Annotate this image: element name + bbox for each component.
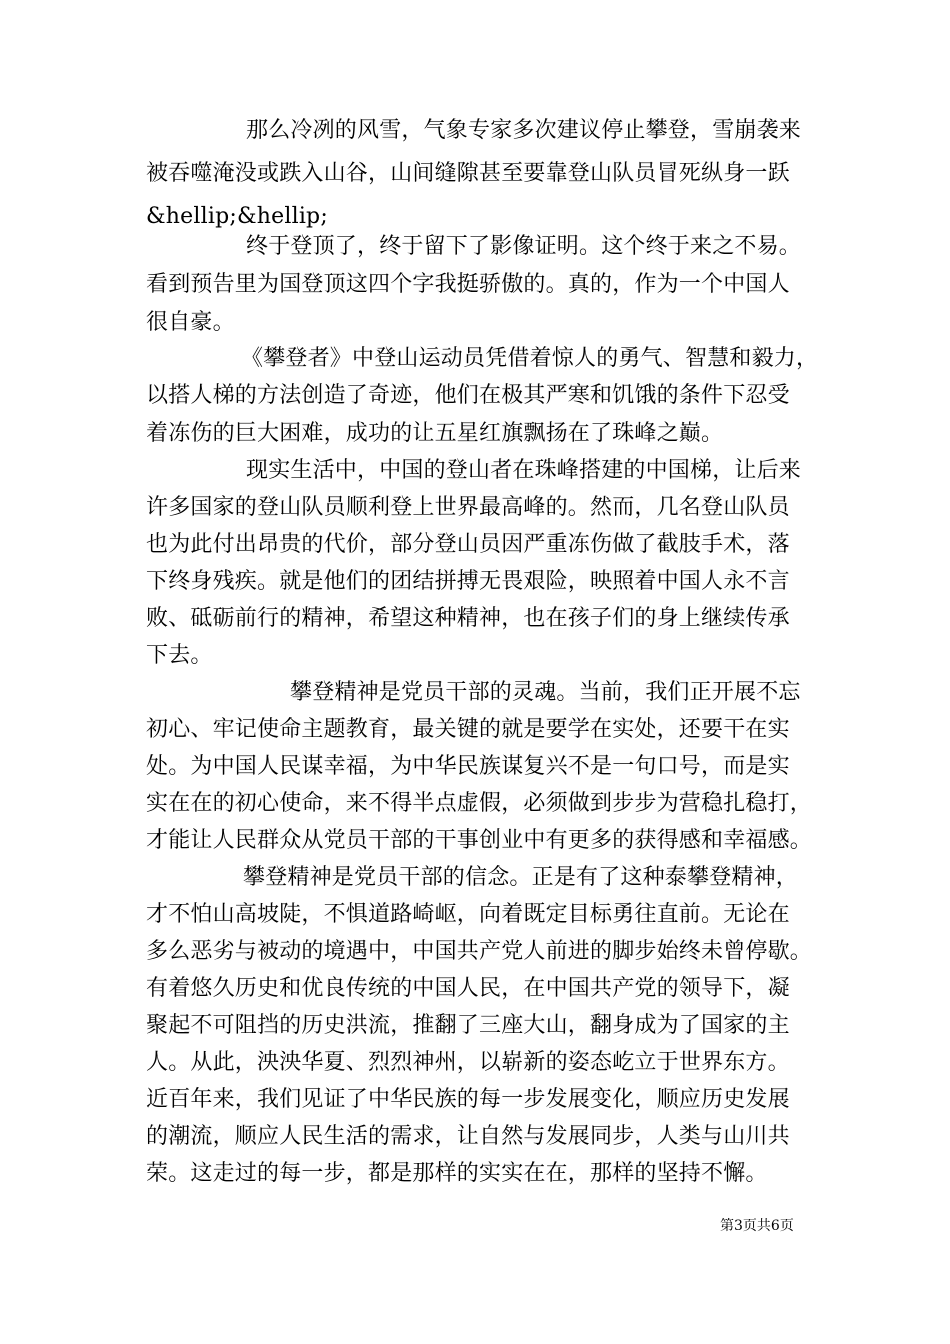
text-line: 看到预告里为国登顶这四个字我挺骄傲的。真的，作为一个中国人 — [146, 272, 790, 297]
text-line: 荣。这走过的每一步，都是那样的实实在在，那样的坚持不懈。 — [146, 1161, 768, 1186]
text-line: 初心、牢记使命主题教育，最关键的就是要学在实处，还要干在实 — [146, 717, 790, 742]
text-line: 实在在的初心使命，来不得半点虚假，必须做到步步为营稳扎稳打， — [146, 791, 813, 816]
text-line: 有着悠久历史和优良传统的中国人民，在中国共产党的领导下，凝 — [146, 976, 790, 1001]
text-line: 才能让人民群众从党员干部的干事创业中有更多的获得感和幸福感。 — [146, 828, 813, 853]
page-number-label: 第3页共6页 — [720, 1218, 794, 1234]
text-line: 终于登顶了，终于留下了影像证明。这个终于来之不易。 — [246, 234, 802, 259]
text-line: 下去。 — [146, 643, 213, 668]
text-line: 败、砥砺前行的精神，希望这种精神，也在孩子们的身上继续传承 — [146, 606, 790, 631]
text-line: 也为此付出昂贵的代价，部分登山员因严重冻伤做了截肢手术，落 — [146, 532, 790, 557]
text-line: 以搭人梯的方法创造了奇迹，他们在极其严寒和饥饿的条件下忍受 — [146, 383, 790, 408]
text-line: 人。从此，泱泱华夏、烈烈神州，以崭新的姿态屹立于世界东方。 — [146, 1050, 790, 1075]
text-line: 的潮流，顺应人民生活的需求，让自然与发展同步，人类与山川共 — [146, 1124, 790, 1149]
text-line: 多么恶劣与被动的境遇中，中国共产党人前进的脚步始终未曾停歇。 — [146, 939, 813, 964]
text-line: 很自豪。 — [146, 310, 235, 335]
text-line: 处。为中国人民谋幸福，为中华民族谋复兴不是一句口号，而是实 — [146, 754, 790, 779]
text-line: 许多国家的登山队员顺利登上世界最高峰的。然而，几名登山队员 — [146, 495, 790, 520]
text-line: 才不怕山高坡陡，不惧道路崎岖，向着既定目标勇往直前。无论在 — [146, 902, 790, 927]
text-line: 现实生活中，中国的登山者在珠峰搭建的中国梯，让后来 — [246, 458, 802, 483]
text-line: 聚起不可阻挡的历史洪流，推翻了三座大山，翻身成为了国家的主 — [146, 1013, 790, 1038]
text-line: &hellip;&hellip; — [146, 204, 328, 229]
text-line: 下终身残疾。就是他们的团结拼搏无畏艰险，映照着中国人永不言 — [146, 569, 790, 594]
page-footer — [720, 1217, 794, 1235]
text-line: 攀登精神是党员干部的灵魂。当前，我们正开展不忘 — [290, 680, 801, 705]
text-line: 着冻伤的巨大困难，成功的让五星红旗飘扬在了珠峰之巅。 — [146, 421, 724, 446]
text-line: 攀登精神是党员干部的信念。正是有了这种泰攀登精神， — [243, 865, 799, 890]
text-line: 被吞噬淹没或跌入山谷，山间缝隙甚至要靠登山队员冒死纵身一跃 — [146, 161, 790, 186]
text-line: 那么冷冽的风雪，气象专家多次建议停止攀登，雪崩袭来 — [246, 118, 802, 143]
text-line: 近百年来，我们见证了中华民族的每一步发展变化，顺应历史发展 — [146, 1087, 790, 1112]
text-line: 《攀登者》中登山运动员凭借着惊人的勇气、智慧和毅力， — [241, 346, 819, 371]
